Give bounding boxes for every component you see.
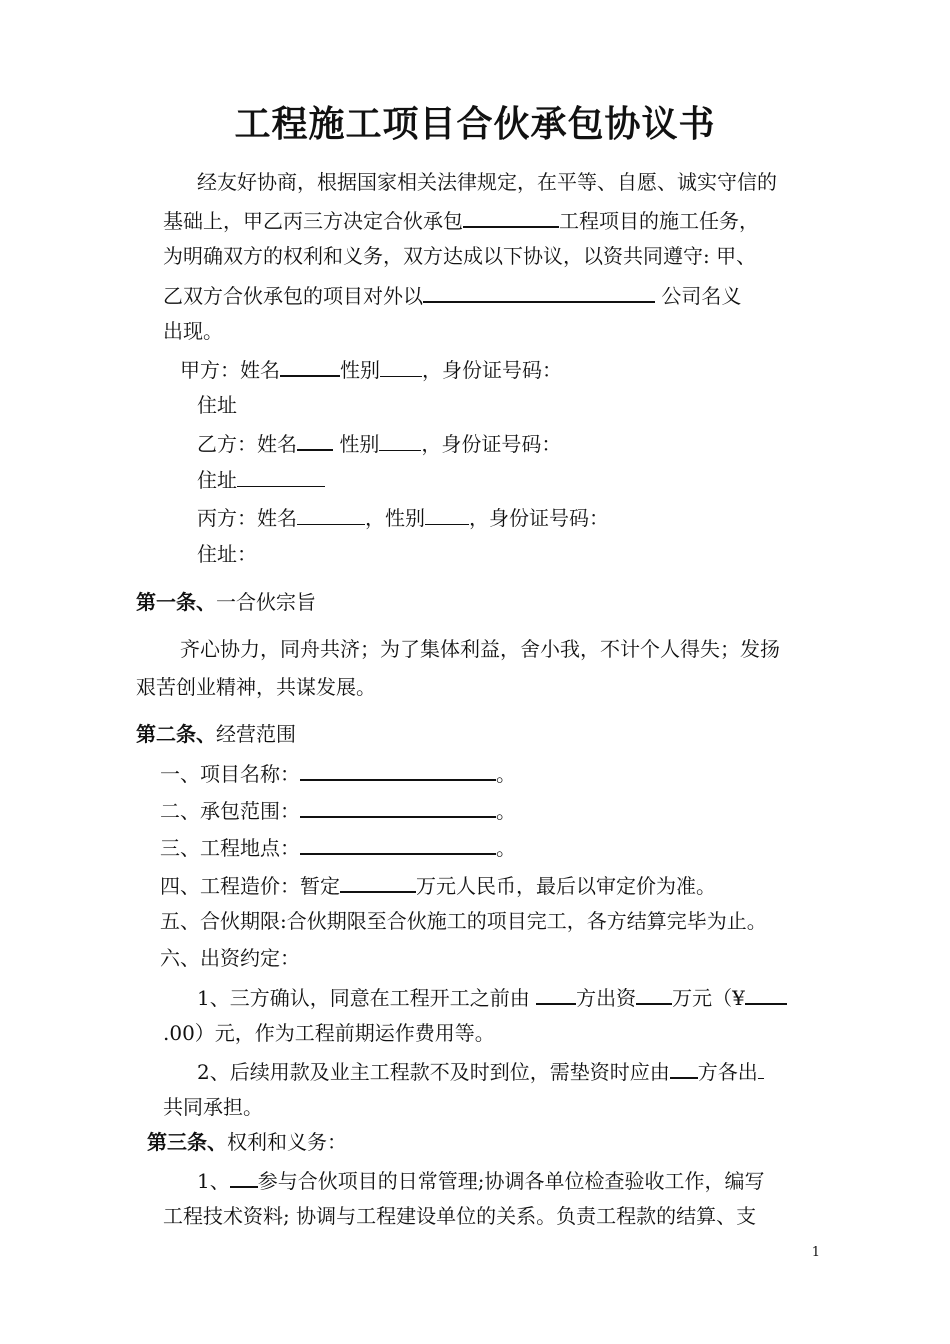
party-c-gender-blank[interactable] [425, 502, 469, 525]
party-b-line [197, 427, 561, 459]
intro-line-2 [163, 204, 759, 236]
party-c-gender-label: ，性别 [365, 506, 425, 530]
article-3-number: 第三条、 [147, 1130, 227, 1154]
party-a-id-label: ，身份证号码： [422, 358, 562, 382]
party-a-line [180, 353, 562, 385]
party-b-gender-blank[interactable] [379, 428, 421, 451]
advance-share-blank[interactable] [758, 1056, 764, 1079]
capital-clause-2-line-1 [197, 1055, 764, 1087]
project-location-line [160, 831, 516, 863]
capital-text: 方出资 [576, 986, 637, 1010]
capital-yuan-blank[interactable] [745, 981, 787, 1005]
party-b-name-label: 乙方：姓名 [197, 432, 297, 456]
article-3-heading [147, 1127, 347, 1157]
intro-text: 工程项目的施工任务， [559, 209, 759, 233]
capital-clause-1-line-1 [197, 981, 787, 1013]
party-a-name-label: 甲方：姓名 [180, 358, 280, 382]
line-end: 。 [496, 836, 516, 860]
party-c-id-label: ，身份证号码： [469, 506, 609, 530]
company-blank[interactable] [423, 279, 655, 303]
project-name-label: 一、项目名称： [160, 762, 300, 786]
capital-text: 方各出 [697, 1060, 758, 1084]
line-end: 。 [496, 762, 516, 786]
project-cost-blank[interactable] [340, 869, 416, 893]
intro-line-3: 为明确双方的权利和义务，双方达成以下协议，以资共同遵守: 甲、 [163, 244, 757, 268]
capital-text: 1、三方确认，同意在工程开工之前由 [197, 986, 537, 1010]
capital-text: 2、后续用款及业主工程款不及时到位，需垫资时应由 [197, 1060, 670, 1084]
article-3-text: 参与合伙项目的日常管理;协调各单位检查验收工作，编写 [257, 1169, 765, 1193]
article-2-number: 第二条、 [136, 722, 216, 746]
capital-amount-blank[interactable] [636, 981, 672, 1005]
article-1-number: 第一条、 [136, 590, 216, 614]
project-location-blank[interactable] [300, 831, 496, 855]
intro-line-4 [163, 279, 741, 311]
capital-party-blank[interactable] [536, 981, 576, 1005]
intro-text: 乙双方合伙承包的项目对外以 [163, 284, 423, 308]
article-2-title: 经营范围 [216, 722, 296, 746]
line-end: 。 [496, 799, 516, 823]
party-a-gender-blank[interactable] [380, 354, 422, 377]
intro-text: 基础上，甲乙丙三方决定合伙承包 [163, 209, 463, 233]
party-b-address-line [197, 464, 325, 495]
project-blank[interactable] [463, 204, 559, 228]
page-number: 1 [811, 1245, 820, 1260]
article-3-line-1 [197, 1164, 764, 1196]
party-a-address-label: 住址 [197, 393, 237, 417]
article-1-line-2: 艰苦创业精神，共谋发展。 [136, 675, 376, 699]
article-1-line-1: 齐心协力，同舟共济；为了集体利益，舍小我，不计个人得失；发扬 [180, 637, 780, 661]
article-3-line-2: 工程技术资料; 协调与工程建设单位的关系。负责工程款的结算、支 [163, 1204, 757, 1228]
article-2-heading [136, 719, 296, 749]
contract-scope-label: 二、承包范围： [160, 799, 300, 823]
party-b-address-label: 住址 [197, 468, 237, 492]
party-c-name-label: 丙方：姓名 [197, 506, 297, 530]
article-3-text: 1、 [197, 1169, 230, 1193]
capital-clause-1-line-2: .00）元，作为工程前期运作费用等。 [163, 1021, 495, 1045]
capital-heading: 六、出资约定： [160, 946, 300, 970]
project-location-label: 三、工程地点： [160, 836, 300, 860]
party-c-name-blank[interactable] [297, 502, 365, 525]
intro-text: 公司名义 [655, 284, 742, 308]
article-1-heading [136, 587, 316, 617]
project-name-blank[interactable] [300, 757, 496, 781]
project-cost-label: 四、工程造价：暂定 [160, 874, 340, 898]
capital-clause-2-line-2: 共同承担。 [163, 1095, 263, 1119]
article-3-title: 权利和义务： [227, 1130, 347, 1154]
intro-line-5: 出现。 [163, 319, 223, 343]
party-a-gender-label: 性别 [340, 358, 380, 382]
article-1-title: 一合伙宗旨 [216, 590, 316, 614]
contract-scope-line [160, 794, 516, 826]
capital-text: 万元（¥ [672, 986, 745, 1010]
contract-scope-blank[interactable] [300, 794, 496, 818]
party-b-address-blank[interactable] [237, 464, 325, 487]
party-b-gender-label: 性别 [333, 432, 380, 456]
project-cost-line [160, 869, 716, 901]
party-c-line [197, 502, 609, 533]
manager-party-blank[interactable] [230, 1164, 258, 1188]
partnership-term-line: 五、合伙期限:合伙期限至合伙施工的项目完工，各方结算完毕为止。 [160, 909, 767, 933]
party-a-name-blank[interactable] [280, 353, 340, 377]
project-cost-text: 万元人民币，最后以审定价为准。 [416, 874, 716, 898]
party-c-address-label: 住址： [197, 542, 257, 566]
party-b-name-blank[interactable] [297, 427, 333, 451]
intro-line-1: 经友好协商，根据国家相关法律规定，在平等、自愿、诚实守信的 [197, 170, 777, 194]
document-title: 工程施工项目合伙承包协议书 [234, 103, 716, 145]
advance-party-blank[interactable] [670, 1055, 698, 1079]
party-b-id-label: ，身份证号码： [421, 432, 562, 456]
project-name-line [160, 757, 516, 789]
